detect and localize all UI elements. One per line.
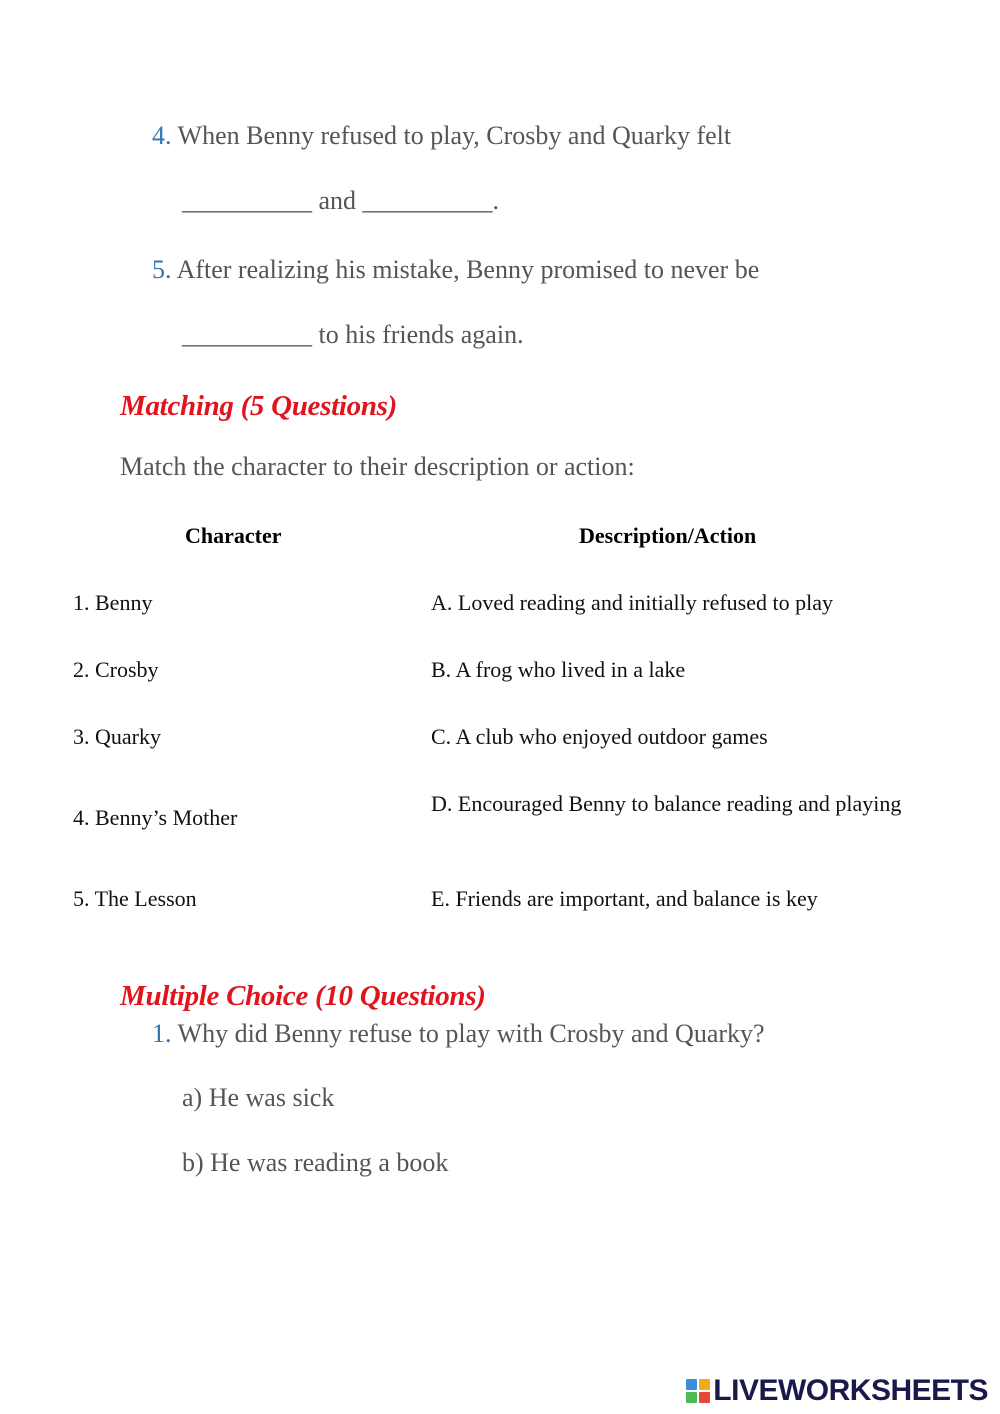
mc-option-a[interactable]: a) He was sick [182,1083,335,1112]
description-cell: A. Loved reading and initially refused to play [431,590,833,615]
character-cell: 4. Benny’s Mother [73,805,238,830]
mc-option-b[interactable]: b) He was reading a book [182,1148,449,1177]
question-number: 1. [152,1019,172,1048]
question-5-line1 [152,255,759,285]
question-text: After realizing his mistake, Benny promised to never be [176,255,760,284]
description-cell: B. A frog who lived in a lake [431,657,686,682]
liveworksheets-logo-icon [686,1379,710,1403]
description-cell: C. A club who enjoyed outdoor games [431,724,768,749]
character-cell: 1. Benny [73,590,153,615]
question-text: Why did Benny refuse to play with Crosby and Quarky? [177,1019,765,1048]
question-text: When Benny refused to play, Crosby and Quarky felt [177,121,732,150]
matching-heading: Matching (5 Questions) [120,390,397,422]
multiple-choice-heading: Multiple Choice (10 Questions) [120,980,486,1012]
description-cell: D. Encouraged Benny to balance reading and playing [431,791,902,816]
column-header-description: Description/Action [579,523,757,548]
mc-question-1 [152,1019,765,1049]
brand-name: LIVEWORKSHEETS [713,1374,988,1407]
column-header-character: Character [185,523,282,548]
character-cell: 5. The Lesson [73,886,197,911]
question-number: 5. [152,255,172,284]
character-cell: 2. Crosby [73,657,159,682]
question-number: 4. [152,121,172,150]
matching-instruction: Match the character to their description or action: [120,452,635,481]
character-cell: 3. Quarky [73,724,161,749]
liveworksheets-logo [686,1374,988,1408]
question-4-blank-line: __________ and __________. [182,186,500,215]
question-4-line1 [152,121,731,151]
question-5-blank-line: __________ to his friends again. [182,320,524,349]
description-cell: E. Friends are important, and balance is key [431,886,818,911]
